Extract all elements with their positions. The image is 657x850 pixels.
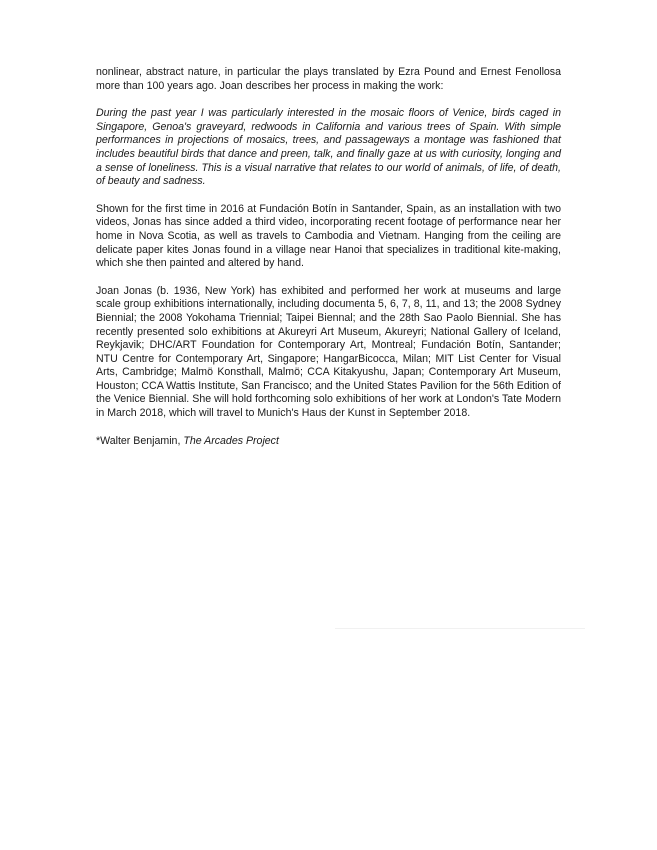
- artist-quote: During the past year I was particularly interested in the mosaic floors of Venice, birds caged in Singapore, Genoa's graveyard, redwoods in California and various trees of Spain. With simple performances in projections of mosaics, trees, and passageways a montage was fashioned that includes beautiful birds that dance and preen, talk, and finally gaze at us with curiosity, longing and a sense of loneliness. This is a visual narrative that relates to our world of animals, of life, of death, of beauty and sadness.: [96, 107, 561, 188]
- paragraph-continuation: nonlinear, abstract nature, in particular the plays translated by Ezra Pound and Ernest Fenollosa more than 100 years ago. Joan describes her process in making the work:: [96, 66, 561, 92]
- document-body: [96, 66, 561, 462]
- paragraph-installation: Shown for the first time in 2016 at Fundación Botín in Santander, Spain, as an installation with two videos, Jonas has since added a third video, incorporating recent footage of performance near her home in Nova Scotia, as well as travels to Cambodia and Vietnam. Hanging from the ceiling are delicate paper kites Jonas found in a village near Hanoi that specializes in traditional kite-making, which she then painted and altered by hand.: [96, 202, 561, 270]
- footnote-title: The Arcades Project: [183, 434, 279, 447]
- footnote-author: *Walter Benjamin,: [96, 434, 184, 447]
- footnote: [96, 435, 561, 449]
- scan-artifact-line: [335, 628, 585, 629]
- paragraph-artist-bio: Joan Jonas (b. 1936, New York) has exhibited and performed her work at museums and large scale group exhibitions internationally, including documenta 5, 6, 7, 8, 11, and 13; the 2008 Sydney Biennial; the 2008 Yokohama Triennial; Taipei Biennal; and the 28th Sao Paolo Biennial. She has recently presented solo exhibitions at Akureyri Art Museum, Akureyri; National Gallery of Iceland, Reykjavik; DHC/ART Foundation for Contemporary Art, Montreal; Fundación Botín, Santander; NTU Centre for Contemporary Art, Singapore; HangarBicocca, Milan; MIT List Center for Visual Arts, Cambridge; Malmö Konsthall, Malmö; CCA Kitakyushu, Japan; Contemporary Art Museum, Houston; CCA Wattis Institute, San Francisco; and the United States Pavilion for the 56th Edition of the Venice Biennial. She will hold forthcoming solo exhibitions of her work at London's Tate Modern in March 2018, which will travel to Munich's Haus der Kunst in September 2018.: [96, 284, 561, 420]
